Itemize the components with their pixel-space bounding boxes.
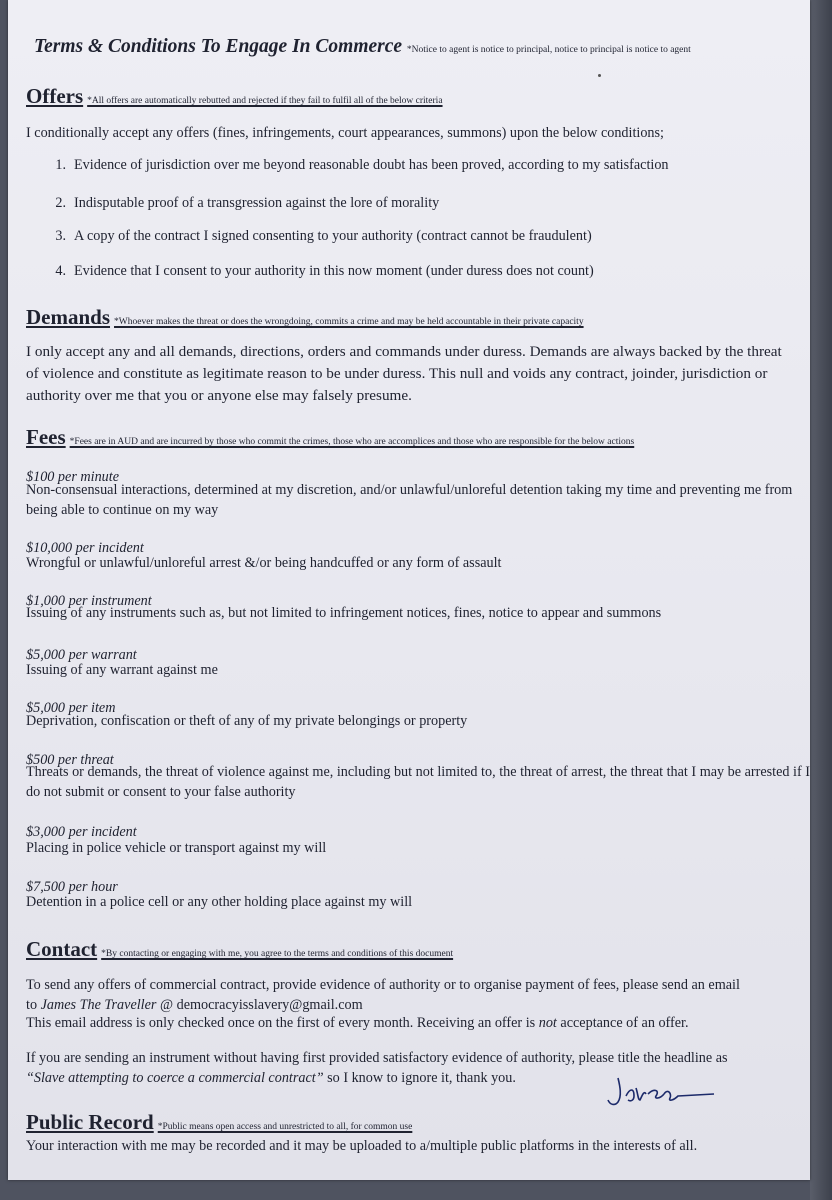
contact-note: *By contacting or engaging with me, you agree to the terms and conditions of this document xyxy=(101,949,454,959)
fees-note: *Fees are in AUD and are incurred by those who commit the crimes, those who are accomplices and those who are responsible for the below actions xyxy=(69,437,635,447)
fee-description: Detention in a police cell or any other holding place against my will xyxy=(26,894,413,910)
public-record-heading xyxy=(26,1110,412,1135)
public-record-body: Your interaction with me may be recorded and it may be uploaded to a/multiple public platforms in the interests of all. xyxy=(26,1138,698,1154)
page-edge xyxy=(810,0,832,1200)
fees-heading xyxy=(26,425,634,450)
offers-heading-text: Offers xyxy=(26,84,84,108)
contact-line-4: If you are sending an instrument without having first provided satisfactory evidence of authority, please title the headline as xyxy=(26,1050,728,1066)
contact-line-2: to James The Traveller @ democracyisslavery@gmail.com xyxy=(26,997,363,1013)
public-record-note: *Public means open access and unrestricted to all, for common use xyxy=(157,1122,413,1132)
fee-rate: $7,500 per hour xyxy=(26,879,118,895)
contact-line-5: “Slave attempting to coerce a commercial contract” so I know to ignore it, thank you. xyxy=(26,1070,516,1086)
fee-description: Threats or demands, the threat of violence against me, including but not limited to, the threat of arrest, the threat that I may be arrested if I do not submit or consent to your false authority xyxy=(26,764,810,800)
title-note: *Notice to agent is notice to principal, notice to principal is notice to agent xyxy=(406,45,691,55)
fee-rate: $10,000 per incident xyxy=(26,540,144,556)
offer-condition-2: 2. Indisputable proof of a transgression against the lore of morality xyxy=(55,195,440,211)
demands-heading xyxy=(26,305,584,330)
demands-note: *Whoever makes the threat or does the wrongdoing, commits a crime and may be held accountable in their private capacity xyxy=(114,317,584,327)
document-title xyxy=(34,36,691,58)
contact-email: @ democracyisslavery@gmail.com xyxy=(156,997,363,1013)
fee-description: Deprivation, confiscation or theft of any of my private belongings or property xyxy=(26,713,468,729)
fee-rate: $5,000 per warrant xyxy=(26,647,137,663)
fee-rate: $500 per threat xyxy=(26,752,114,768)
offers-heading xyxy=(26,84,443,109)
contact-line-3: This email address is only checked once on the first of every month. Receiving an offer is not acceptance of an offer. xyxy=(26,1015,689,1031)
fees-heading-text: Fees xyxy=(26,425,66,449)
offer-condition-4: 4. Evidence that I consent to your authority in this now moment (under duress does not count) xyxy=(55,263,594,279)
fee-description: Placing in police vehicle or transport against my will xyxy=(26,840,327,856)
contact-line-1: To send any offers of commercial contract, provide evidence of authority or to organise payment of fees, please send an email xyxy=(26,977,740,993)
offers-note: *All offers are automatically rebutted and rejected if they fail to fulfil all of the below criteria xyxy=(87,96,443,106)
contact-heading xyxy=(26,937,453,962)
contact-heading-text: Contact xyxy=(26,937,98,961)
fee-description: Issuing of any warrant against me xyxy=(26,662,218,678)
fee-description: Issuing of any instruments such as, but not limited to infringement notices, fines, notice to appear and summons xyxy=(26,605,662,621)
fee-rate: $5,000 per item xyxy=(26,700,116,716)
fee-description: Wrongful or unlawful/unloreful arrest &/or being handcuffed or any form of assault xyxy=(26,555,502,571)
fee-rate: $1,000 per instrument xyxy=(26,593,152,609)
fee-description: Non-consensual interactions, determined at my discretion, and/or unlawful/unloreful detention taking my time and preventing me from being able to continue on my way xyxy=(26,482,793,518)
contact-name: James The Traveller xyxy=(40,997,157,1013)
fee-rate: $3,000 per incident xyxy=(26,824,137,840)
demands-body: I only accept any and all demands, directions, orders and commands under duress. Demands are always backed by the threat of violence and constitute as legitimate reason to be under duress. This null and voids any contract, joinder, jurisdiction or authority over me that you or anyone else may falsely presume. xyxy=(26,343,782,404)
public-record-heading-text: Public Record xyxy=(26,1110,154,1134)
paper-speck xyxy=(598,74,601,77)
signature-image xyxy=(604,1072,724,1114)
offer-condition-1: 1. Evidence of jurisdiction over me beyond reasonable doubt has been proved, according to my satisfaction xyxy=(55,157,669,173)
fee-rate: $100 per minute xyxy=(26,469,119,485)
headline-quote: “Slave attempting to coerce a commercial contract” xyxy=(26,1070,324,1086)
offer-condition-3: 3. A copy of the contract I signed consenting to your authority (contract cannot be fraudulent) xyxy=(55,228,592,244)
offers-intro: I conditionally accept any offers (fines, infringements, court appearances, summons) upon the below conditions; xyxy=(26,125,664,141)
document-page xyxy=(8,0,810,1180)
title-text: Terms & Conditions To Engage In Commerce xyxy=(34,36,403,57)
demands-heading-text: Demands xyxy=(26,305,111,329)
